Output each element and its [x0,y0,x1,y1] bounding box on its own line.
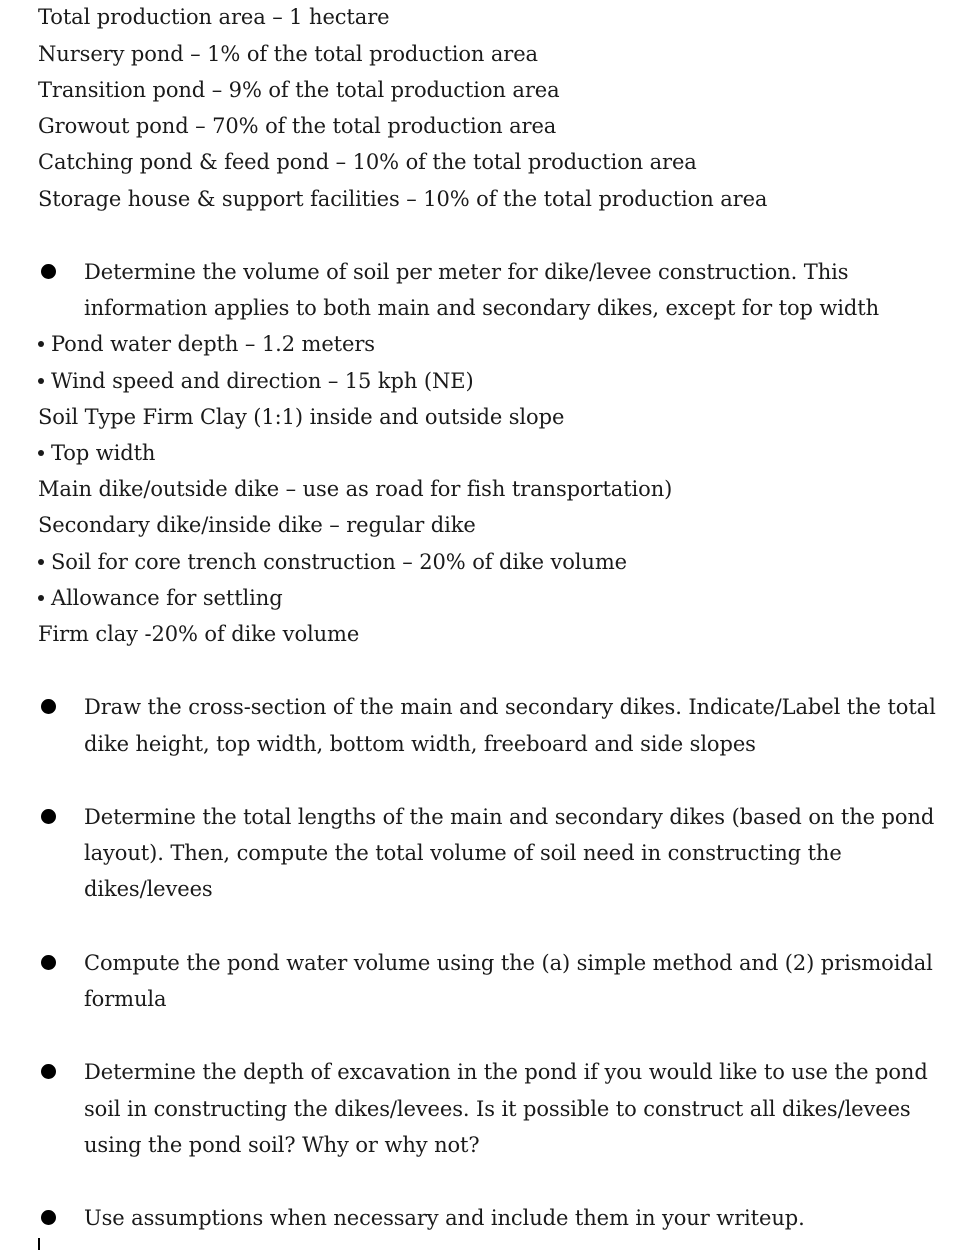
param-item [38,332,375,356]
task-line: formula [84,987,167,1011]
bullet-icon [38,450,44,456]
param-text: Pond water depth – 1.2 meters [51,332,375,356]
task-line: Determine the total lengths of the main and secondary dikes (based on the pond [84,805,935,829]
param-text: Top width [51,441,156,465]
task-line: Draw the cross-section of the main and secondary dikes. Indicate/Label the total [84,695,936,719]
task-line: dike height, top width, bottom width, freeboard and side slopes [84,732,756,756]
param-item [38,550,627,574]
area-item: Nursery pond – 1% of the total production area [38,42,538,66]
task-line: Determine the volume of soil per meter for dike/levee construction. This [84,260,849,284]
task-line: Determine the depth of excavation in the pond if you would like to use the pond [84,1060,928,1084]
task-line: Use assumptions when necessary and include them in your writeup. [84,1206,805,1230]
param-item: Firm clay -20% of dike volume [38,622,360,646]
param-item [38,586,283,610]
bullet-icon [41,699,56,714]
bullet-icon [41,809,56,824]
area-item: Growout pond – 70% of the total production area [38,114,557,138]
task-line: Compute the pond water volume using the (a) simple method and (2) prismoidal [84,951,933,975]
bullet-icon [41,955,56,970]
area-item: Storage house & support facilities – 10% of the total production area [38,187,768,211]
param-item [38,369,474,393]
bullet-icon [41,1064,56,1079]
task-line: using the pond soil? Why or why not? [84,1133,480,1157]
text-cursor[interactable] [38,1238,40,1250]
param-item: Secondary dike/inside dike – regular dike [38,513,476,537]
task-line: layout). Then, compute the total volume of soil need in constructing the [84,841,842,865]
param-item [38,441,155,465]
bullet-icon [38,378,44,384]
task-line: dikes/levees [84,877,213,901]
param-text: Wind speed and direction – 15 kph (NE) [51,369,474,393]
task-line: information applies to both main and secondary dikes, except for top width [84,296,879,320]
bullet-icon [41,264,56,279]
bullet-icon [41,1210,56,1225]
param-item: Soil Type Firm Clay (1:1) inside and outside slope [38,405,565,429]
param-text: Allowance for settling [51,586,283,610]
bullet-icon [38,595,44,601]
bullet-icon [38,559,44,565]
area-item: Total production area – 1 hectare [38,5,390,29]
param-text: Soil for core trench construction – 20% of dike volume [51,550,627,574]
task-line: soil in constructing the dikes/levees. Is it possible to construct all dikes/levees [84,1097,911,1121]
area-item: Catching pond & feed pond – 10% of the total production area [38,150,697,174]
param-item: Main dike/outside dike – use as road for fish transportation) [38,477,673,501]
area-item: Transition pond – 9% of the total production area [38,78,560,102]
bullet-icon [38,341,44,347]
